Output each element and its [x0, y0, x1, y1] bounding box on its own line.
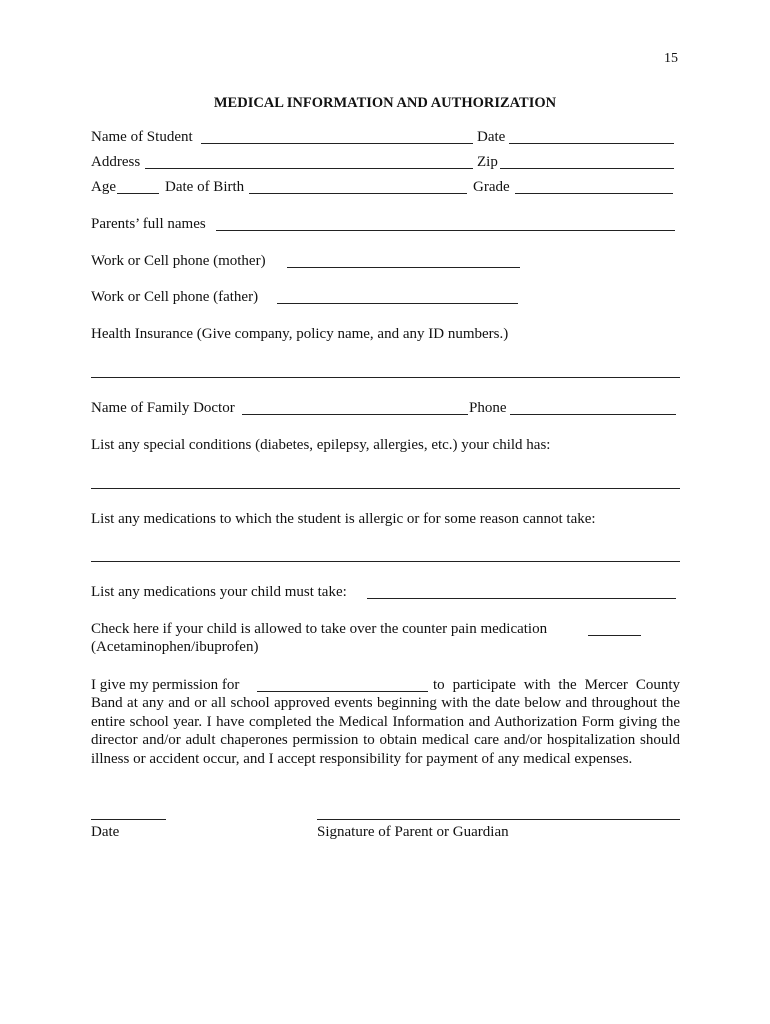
family-doctor-label: Name of Family Doctor	[91, 400, 235, 416]
phone-father-label: Work or Cell phone (father)	[91, 289, 259, 305]
date-label: Date	[477, 129, 506, 145]
page-title: MEDICAL INFORMATION AND AUTHORIZATION	[213, 95, 557, 111]
permission-paragraph: to participate with the Mercer County Band at any and or all school approved events beginning with the date below and throughout the entire school year. I have completed the Medical Information and Authorization Form giving the director and/or adult chaperones permission to obtain medical care and/or hospitalization should illness or accident occur, and I accept responsibility for payment of any medical expenses.	[91, 677, 680, 767]
name-of-student-field[interactable]	[201, 143, 473, 144]
family-doctor-field[interactable]	[242, 414, 468, 415]
page-number: 15	[664, 51, 678, 66]
must-take-medications-field[interactable]	[367, 598, 676, 599]
address-label: Address	[91, 154, 141, 170]
grade-label: Grade	[473, 179, 510, 195]
name-of-student-label: Name of Student	[91, 129, 193, 145]
address-field[interactable]	[145, 168, 473, 169]
allergic-medications-field[interactable]	[91, 561, 680, 562]
date-sign-line[interactable]	[91, 819, 166, 820]
date-of-birth-field[interactable]	[249, 193, 467, 194]
phone-mother-field[interactable]	[287, 267, 520, 268]
phone-mother-label: Work or Cell phone (mother)	[91, 253, 266, 269]
signature-label: Signature of Parent or Guardian	[317, 824, 509, 840]
phone-father-field[interactable]	[277, 303, 518, 304]
health-insurance-label: Health Insurance (Give company, policy name, and any ID numbers.)	[91, 326, 509, 342]
otc-medication-checkbox[interactable]	[588, 635, 641, 636]
age-field[interactable]	[117, 193, 159, 194]
parents-names-label: Parents’ full names	[91, 216, 206, 232]
special-conditions-label: List any special conditions (diabetes, epilepsy, allergies, etc.) your child has:	[91, 437, 551, 453]
parents-names-field[interactable]	[216, 230, 675, 231]
doctor-phone-field[interactable]	[510, 414, 676, 415]
zip-field[interactable]	[500, 168, 674, 169]
date-of-birth-label: Date of Birth	[165, 179, 245, 195]
grade-field[interactable]	[515, 193, 673, 194]
signature-line[interactable]	[317, 819, 680, 820]
zip-label: Zip	[477, 154, 498, 170]
date-field[interactable]	[509, 143, 674, 144]
doctor-phone-label: Phone	[469, 400, 507, 416]
permission-first-line: I give my permission for	[91, 677, 240, 693]
age-label: Age	[91, 179, 116, 195]
date-sign-label: Date	[91, 824, 120, 840]
otc-medication-examples: (Acetaminophen/ibuprofen)	[91, 639, 259, 655]
allergic-medications-label: List any medications to which the student is allergic or for some reason cannot take:	[91, 511, 596, 527]
health-insurance-field[interactable]	[91, 377, 680, 378]
must-take-medications-label: List any medications your child must take:	[91, 584, 347, 600]
special-conditions-field[interactable]	[91, 488, 680, 489]
otc-medication-label: Check here if your child is allowed to take over the counter pain medication	[91, 621, 548, 637]
